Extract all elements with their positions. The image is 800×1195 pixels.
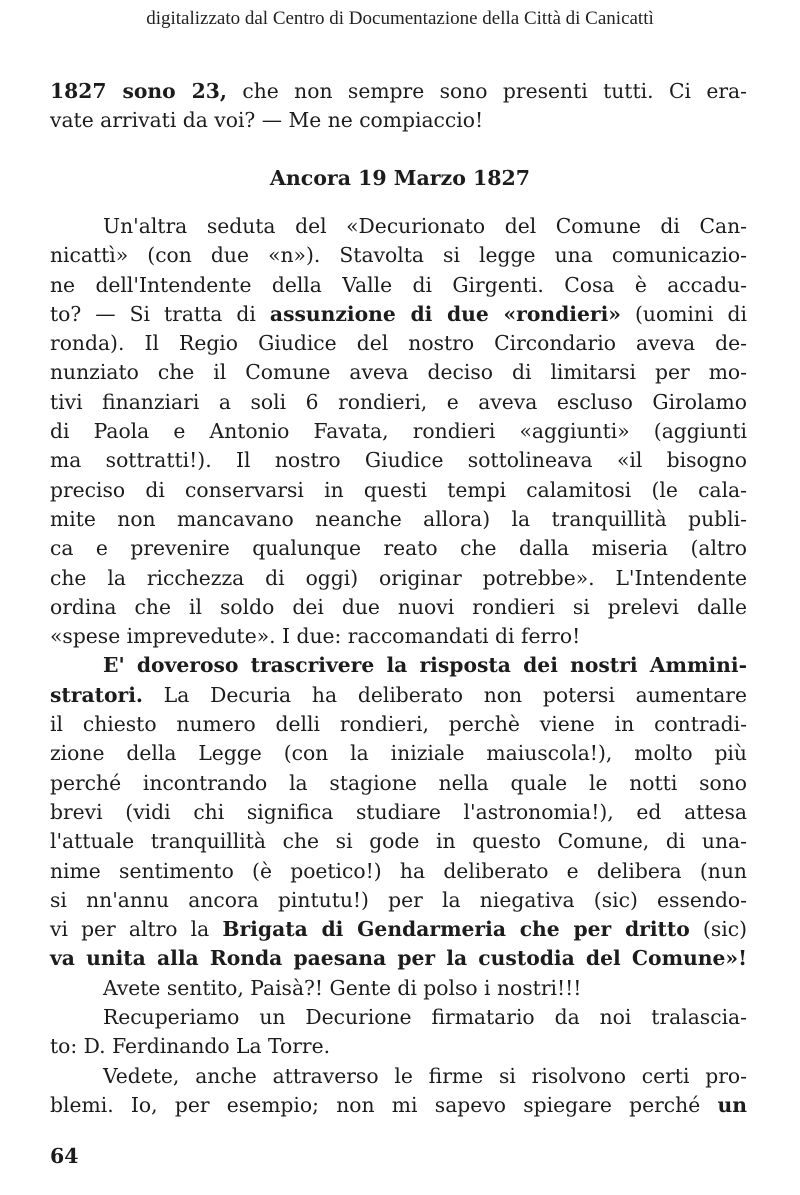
text-line: Un'altra seduta del «Decurionato del Comune di Can- — [103, 214, 747, 238]
text-line: mite non mancavano neanche allora) la tranquillità publi- — [50, 506, 747, 531]
text-line: nime sentimento (è poetico!) ha deliberato e delibera (nun — [50, 858, 747, 883]
text-line: ronda). Il Regio Giudice del nostro Circondario aveva de- — [50, 331, 747, 356]
text-line: blemi. Io, per esempio; non mi sapevo spiegare perché un — [50, 1092, 747, 1117]
intro-paragraph — [50, 77, 747, 136]
text-line: ma sottratti!). Il nostro Giudice sottolineava «il bisogno — [50, 448, 747, 473]
text-line: ca e prevenire qualunque reato che dalla miseria (altro — [50, 536, 747, 561]
text-line: ordina che il soldo dei due nuovi rondieri si prelevi dalle — [50, 594, 747, 619]
text-line: 1827 sono 23, che non sempre sono presenti tutti. Ci era- — [50, 79, 747, 103]
text-line: vate arrivati da voi? — Me ne compiaccio! — [50, 108, 484, 133]
text-line: Recuperiamo un Decurione firmatario da noi tralascia- — [103, 1005, 747, 1030]
text-line: ne dell'Intendente della Valle di Girgenti. Cosa è accadu- — [50, 272, 747, 297]
text-line: l'attuale tranquillità che si gode in questo Comune, di una- — [50, 829, 747, 854]
text-line: che la ricchezza di oggi) originar potrebbe». L'Intendente — [50, 565, 747, 590]
text-line: zione della Legge (con la iniziale maiuscola!), molto più — [50, 741, 747, 766]
text-line: di Paola e Antonio Favata, rondieri «aggiunti» (aggiunti — [50, 419, 747, 444]
digitization-credit-header: digitalizzato dal Centro di Documentazione della Città di Canicattì — [146, 8, 654, 29]
text-line: «spese imprevedute». I due: raccomandati di ferro! — [50, 624, 581, 649]
text-line: Vedete, anche attraverso le firme si risolvono certi pro- — [103, 1063, 747, 1088]
text-line: perché incontrando la stagione nella quale le notti sono — [50, 770, 747, 795]
text-line: stratori. La Decuria ha deliberato non potersi aumentare — [50, 682, 747, 707]
text-line: nicattì» (con due «n»). Stavolta si legge una comunicazio- — [50, 243, 747, 268]
text-line: vi per altro la Brigata di Gendarmeria che per dritto (sic) — [50, 917, 748, 942]
page-number: 64 — [50, 1144, 79, 1168]
text-line: nunziato che il Comune aveva deciso di limitarsi per mo- — [50, 360, 747, 385]
section-title: Ancora 19 Marzo 1827 — [269, 166, 531, 190]
text-line: to? — Si tratta di assunzione di due «rondieri» (uomini di — [50, 301, 747, 326]
text-line: E' doveroso trascrivere la risposta dei nostri Ammini- — [103, 653, 747, 678]
text-line: il chiesto numero delli rondieri, perchè viene in contradi- — [50, 712, 747, 737]
text-line: va unita alla Ronda paesana per la custodia del Comune»! — [50, 946, 747, 971]
text-line: Avete sentito, Paisà?! Gente di polso i nostri!!! — [103, 975, 582, 1000]
text-line: preciso di conservarsi in questi tempi calamitosi (le cala- — [50, 477, 747, 502]
text-line: tivi finanziari a soli 6 rondieri, e aveva escluso Girolamo — [50, 389, 747, 414]
text-line: to: D. Ferdinando La Torre. — [50, 1034, 331, 1059]
text-line: brevi (vidi chi significa studiare l'astronomia!), ed attesa — [50, 799, 747, 824]
body-text — [50, 212, 747, 1120]
text-line: si nn'annu ancora pintutu!) per la niegativa (sic) essendo- — [50, 887, 747, 912]
